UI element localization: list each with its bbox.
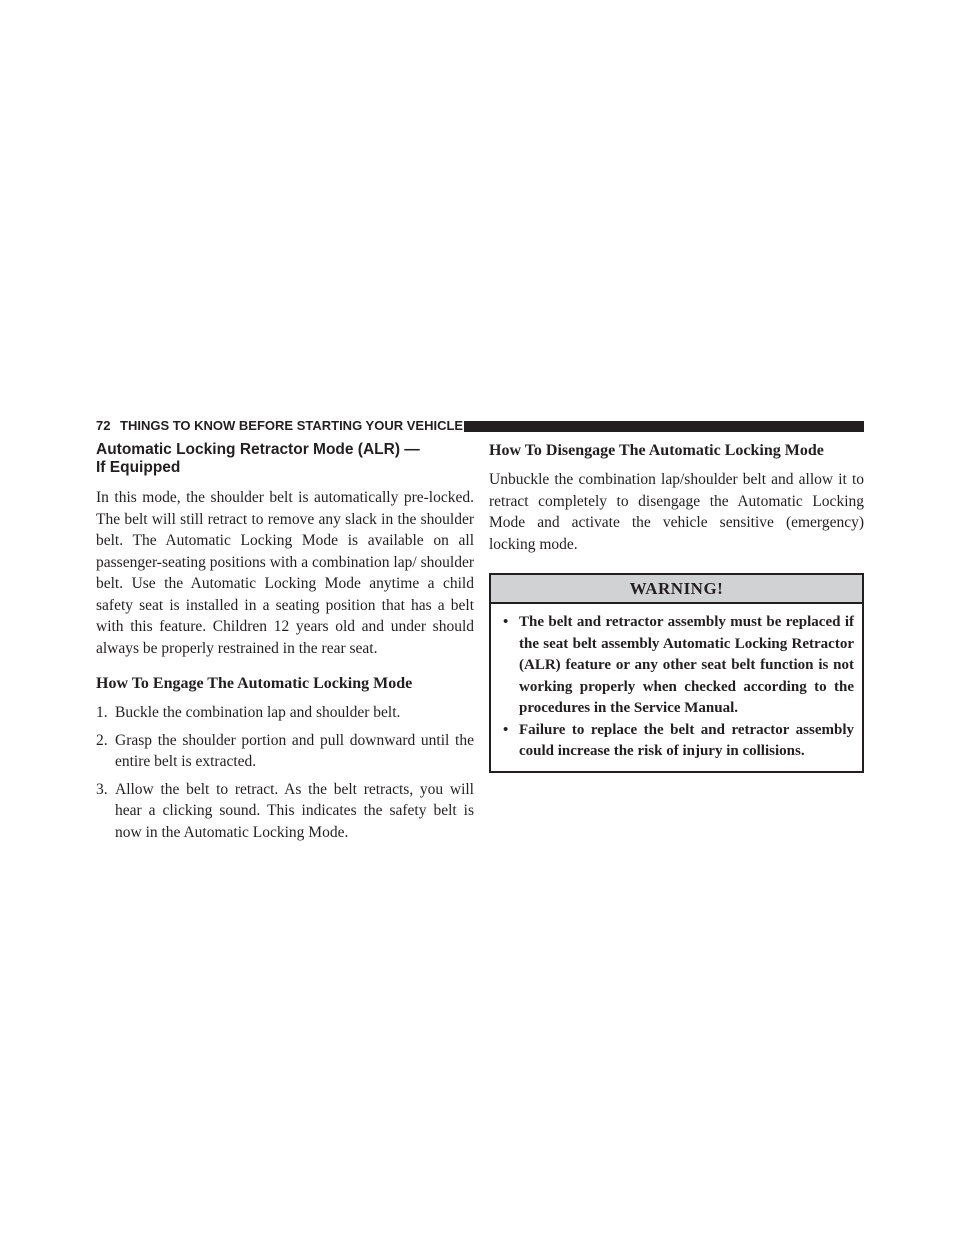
step-item (96, 730, 474, 773)
step-text: Allow the belt to retract. As the belt retracts, you will hear a clicking sound. This indicates the safety belt is now in the Automatic Locking Mode. (115, 780, 474, 841)
section-title (96, 441, 474, 477)
header-rule (464, 421, 864, 432)
warning-title: WARNING! (491, 575, 862, 604)
disengage-heading: How To Disengage The Automatic Locking Mode (489, 442, 824, 459)
step-item (96, 779, 474, 844)
left-column (96, 441, 474, 849)
disengage-paragraph: Unbuckle the combination lap/shoulder belt and allow it to retract completely to disengage the Automatic Locking Mode and activate the vehicle sensitive (emergency) locking mode. (489, 471, 864, 553)
warning-box (489, 573, 864, 773)
step-number: 1. (96, 704, 108, 721)
warning-list (491, 604, 862, 771)
section-title-line-1: Automatic Locking Retractor Mode (ALR) — (96, 441, 420, 458)
bullet-icon: • (503, 614, 509, 630)
page-number: 72 (96, 418, 111, 433)
step-text: Grasp the shoulder portion and pull downward until the entire belt is extracted. (115, 731, 474, 770)
running-title: THINGS TO KNOW BEFORE STARTING YOUR VEHICLE (120, 418, 464, 433)
right-column (489, 441, 864, 773)
warning-item (501, 612, 854, 720)
step-number: 2. (96, 731, 108, 749)
page-header (96, 418, 864, 434)
step-text: Buckle the combination lap and shoulder belt. (115, 704, 401, 721)
intro-paragraph: In this mode, the shoulder belt is automatically pre-locked. The belt will still retract to remove any slack in the shoulder belt. The Automatic Locking Mode is available on all passenger-seating positions with a combination lap/ shoulder belt. Use the Automatic Locking Mode anytime a child safety seat is installed in a seating position that has a belt with this feature. Children 12 years old and under should always be properly restrained in the rear seat. (96, 489, 474, 657)
bullet-icon: • (503, 721, 509, 738)
warning-item (501, 720, 854, 763)
section-title-line-2: If Equipped (96, 459, 181, 476)
engage-steps (96, 702, 474, 843)
warning-item-text: The belt and retractor assembly must be replaced if the seat belt assembly Automatic Locking Retractor (ALR) feature or any other seat belt function is not working properly when checked according to the procedures in the Service Manual. (519, 614, 854, 716)
warning-item-text: Failure to replace the belt and retractor assembly could increase the risk of injury in collisions. (519, 721, 854, 759)
step-item (96, 702, 474, 724)
engage-heading: How To Engage The Automatic Locking Mode (96, 675, 413, 692)
step-number: 3. (96, 780, 108, 798)
